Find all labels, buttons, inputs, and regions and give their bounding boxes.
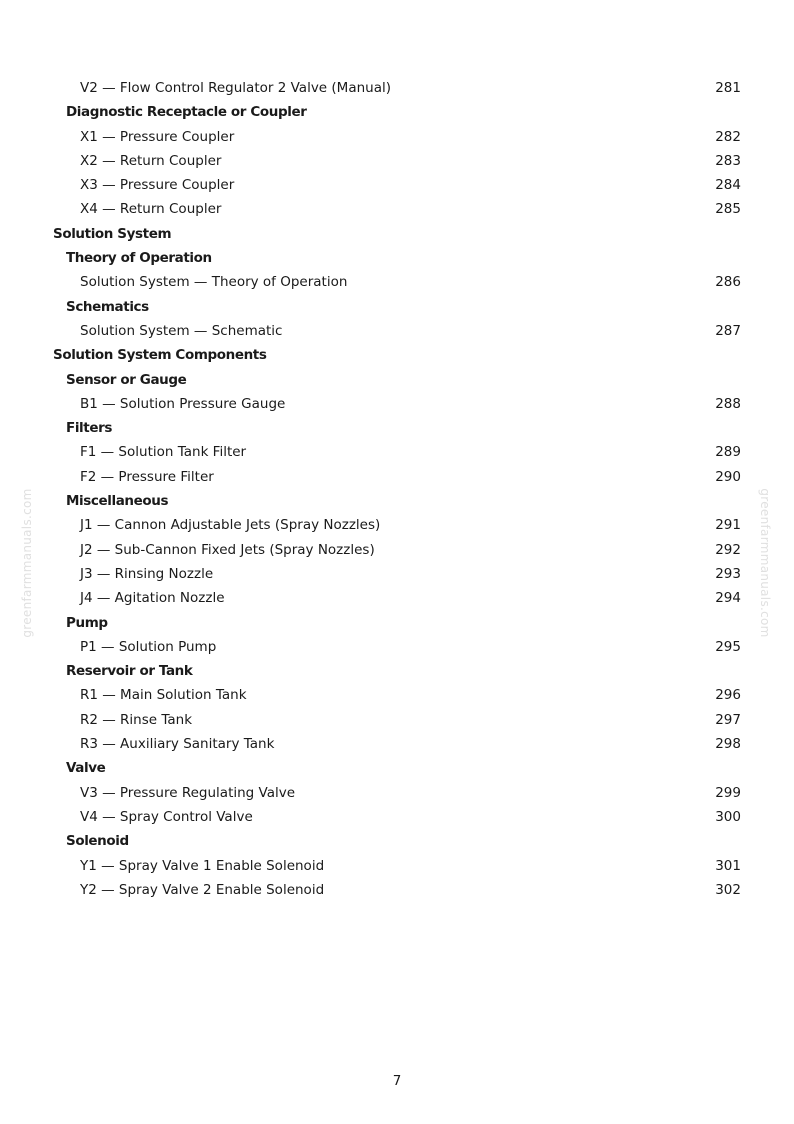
toc-entry-title: F1 — Solution Tank Filter <box>80 444 247 461</box>
toc-entry-title: Y1 — Spray Valve 1 Enable Solenoid <box>80 857 325 874</box>
watermark-left: greenfarmmanuals.com <box>20 488 34 638</box>
toc-entry-page-number: 288 <box>715 395 741 412</box>
toc-entry <box>0 465 794 489</box>
toc-entry <box>0 586 794 610</box>
toc-entry-title: Valve <box>66 760 106 777</box>
toc-entry <box>0 562 794 586</box>
page-number: 7 <box>392 1073 402 1089</box>
toc-entry-title: X1 — Pressure Coupler <box>80 128 235 145</box>
toc-subheading <box>0 100 794 124</box>
toc-entry-page-number: 300 <box>715 808 741 825</box>
toc-subheading <box>0 295 794 319</box>
toc-entry-page-number: 286 <box>715 274 741 291</box>
toc-entry-page-number: 292 <box>715 541 741 558</box>
toc-entry <box>0 635 794 659</box>
toc-entry-title: Solenoid <box>66 833 129 850</box>
toc-heading <box>0 222 794 246</box>
toc-entry-page-number: 295 <box>715 638 741 655</box>
toc-entry-title: V3 — Pressure Regulating Valve <box>80 784 296 801</box>
toc-entry <box>0 538 794 562</box>
toc-subheading <box>0 611 794 635</box>
toc-entry-title: J4 — Agitation Nozzle <box>80 590 225 607</box>
toc-entry <box>0 683 794 707</box>
toc-entry-title: Diagnostic Receptacle or Coupler <box>66 104 307 121</box>
toc-entry-title: R3 — Auxiliary Sanitary Tank <box>80 736 275 753</box>
toc-entry-title: Solution System Components <box>53 347 267 364</box>
toc-entry <box>0 781 794 805</box>
toc-entry-page-number: 282 <box>715 128 741 145</box>
toc-entry-page-number: 296 <box>715 687 741 704</box>
toc-entry-title: V4 — Spray Control Valve <box>80 808 253 825</box>
toc-subheading <box>0 489 794 513</box>
toc-entry-page-number: 298 <box>715 736 741 753</box>
toc-entry <box>0 173 794 197</box>
table-of-contents <box>0 76 794 902</box>
toc-entry-page-number: 294 <box>715 590 741 607</box>
toc-entry-page-number: 301 <box>715 857 741 874</box>
toc-subheading <box>0 416 794 440</box>
toc-entry-page-number: 287 <box>715 322 741 339</box>
toc-entry-title: B1 — Solution Pressure Gauge <box>80 395 286 412</box>
toc-entry-title: X2 — Return Coupler <box>80 152 222 169</box>
toc-entry-title: F2 — Pressure Filter <box>80 468 214 485</box>
toc-entry-title: Schematics <box>66 298 149 315</box>
toc-entry <box>0 76 794 100</box>
toc-entry-page-number: 283 <box>715 152 741 169</box>
toc-entry-title: P1 — Solution Pump <box>80 638 217 655</box>
watermark-right: greenfarmmanuals.com <box>758 488 772 638</box>
toc-entry <box>0 197 794 221</box>
toc-entry <box>0 270 794 294</box>
toc-entry-page-number: 290 <box>715 468 741 485</box>
toc-entry-title: Solution System <box>53 225 172 242</box>
toc-entry-title: Sensor or Gauge <box>66 371 187 388</box>
toc-entry <box>0 319 794 343</box>
toc-entry-page-number: 299 <box>715 784 741 801</box>
toc-entry-title: Solution System — Schematic <box>80 322 283 339</box>
toc-entry <box>0 878 794 902</box>
toc-entry-title: Solution System — Theory of Operation <box>80 274 348 291</box>
toc-entry-title: X3 — Pressure Coupler <box>80 177 235 194</box>
toc-entry <box>0 392 794 416</box>
toc-entry-title: J1 — Cannon Adjustable Jets (Spray Nozzles) <box>80 517 381 534</box>
toc-entry <box>0 125 794 149</box>
toc-subheading <box>0 368 794 392</box>
toc-entry-title: J2 — Sub-Cannon Fixed Jets (Spray Nozzles) <box>80 541 375 558</box>
toc-subheading <box>0 246 794 270</box>
toc-entry-title: J3 — Rinsing Nozzle <box>80 565 214 582</box>
toc-entry-page-number: 302 <box>715 881 741 898</box>
toc-entry-page-number: 293 <box>715 565 741 582</box>
toc-entry <box>0 708 794 732</box>
toc-entry <box>0 513 794 537</box>
toc-heading <box>0 343 794 367</box>
toc-entry-title: Y2 — Spray Valve 2 Enable Solenoid <box>80 881 325 898</box>
toc-entry-title: R2 — Rinse Tank <box>80 711 193 728</box>
toc-entry-title: Miscellaneous <box>66 493 169 510</box>
toc-entry-title: Theory of Operation <box>66 250 212 267</box>
toc-subheading <box>0 829 794 853</box>
toc-entry-page-number: 289 <box>715 444 741 461</box>
toc-entry-title: V2 — Flow Control Regulator 2 Valve (Manual) <box>80 80 391 96</box>
toc-subheading <box>0 756 794 780</box>
toc-entry <box>0 440 794 464</box>
toc-entry-page-number: 281 <box>715 80 741 96</box>
toc-entry-title: X4 — Return Coupler <box>80 201 222 218</box>
toc-entry-title: R1 — Main Solution Tank <box>80 687 247 704</box>
toc-entry-title: Filters <box>66 420 112 437</box>
toc-entry-page-number: 297 <box>715 711 741 728</box>
toc-entry-page-number: 284 <box>715 177 741 194</box>
toc-entry <box>0 149 794 173</box>
toc-entry <box>0 854 794 878</box>
toc-subheading <box>0 659 794 683</box>
toc-entry-title: Pump <box>66 614 108 631</box>
toc-entry-page-number: 291 <box>715 517 741 534</box>
toc-entry <box>0 805 794 829</box>
toc-entry <box>0 732 794 756</box>
toc-entry-title: Reservoir or Tank <box>66 663 193 680</box>
toc-entry-page-number: 285 <box>715 201 741 218</box>
